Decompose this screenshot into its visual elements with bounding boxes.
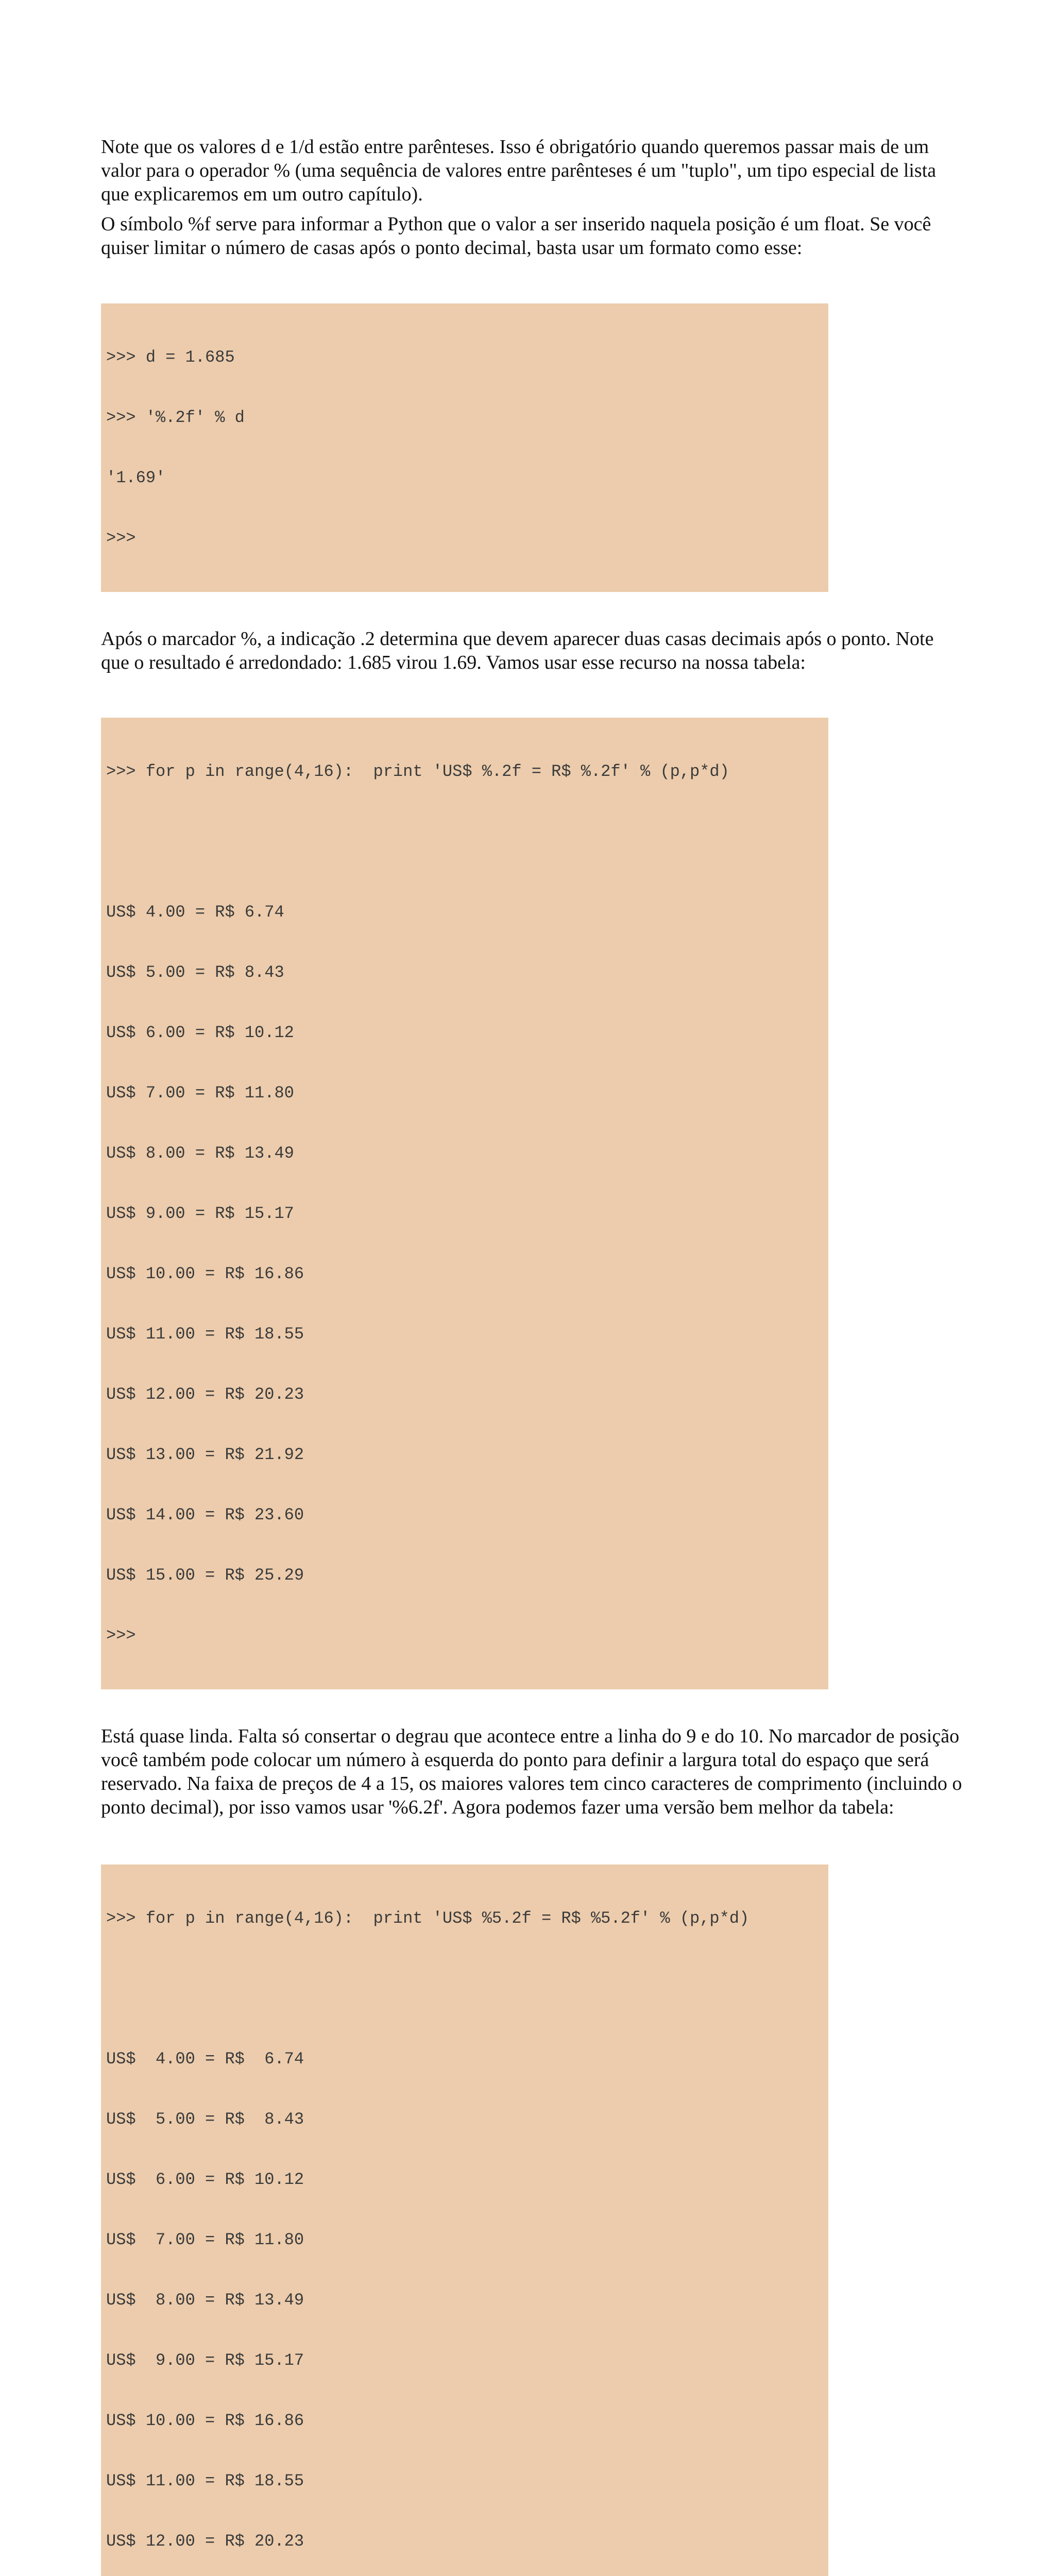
code-line: >>> d = 1.685 — [106, 348, 235, 367]
code-output-line: US$ 5.00 = R$ 8.43 — [106, 963, 284, 982]
code-output-line: US$ 4.00 = R$ 6.74 — [106, 903, 284, 922]
code-output-line: US$ 8.00 = R$ 13.49 — [106, 1144, 294, 1163]
code-output-line: US$ 10.00 = R$ 16.86 — [106, 2411, 304, 2430]
paragraph-decimal-places: Após o marcador %, a indicação .2 determina que devem aparecer duas casas decimais após o ponto. Note que o resultado é arredondado: 1.685 virou 1.69. Vamos usar esse recurso na nossa tabela: — [101, 628, 934, 673]
code-output-line: US$ 12.00 = R$ 20.23 — [106, 2532, 304, 2551]
code-output-line: US$ 9.00 = R$ 15.17 — [106, 2351, 304, 2370]
code-output-line: US$ 6.00 = R$ 10.12 — [106, 1023, 294, 1042]
code-block-table-v1 — [101, 718, 828, 1689]
code-block-table-v2 — [101, 1865, 828, 2576]
code-prompt-line: >>> — [106, 1626, 136, 1645]
code-output-line: US$ 11.00 = R$ 18.55 — [106, 1325, 304, 1344]
code-output-line: US$ 5.00 = R$ 8.43 — [106, 2110, 304, 2129]
code-output-line: US$ 12.00 = R$ 20.23 — [106, 1385, 304, 1404]
code-output-line: US$ 7.00 = R$ 11.80 — [106, 1083, 294, 1103]
code-output-line: US$ 7.00 = R$ 11.80 — [106, 2230, 304, 2249]
code-output-line: US$ 13.00 = R$ 21.92 — [106, 1445, 304, 1464]
code-output-line: US$ 11.00 = R$ 18.55 — [106, 2471, 304, 2490]
paragraph-field-width: Está quase linda. Falta só consertar o degrau que acontece entre a linha do 9 e do 10. No marcador de posição você também pode colocar um número à esquerda do ponto para definir a largura total do espaço que será reservado. Na faixa de preços de 4 a 15, os maiores valores tem cinco caracteres de comprimento (incluindo o ponto decimal), por isso vamos usar '%6.2f'. Agora podemos fazer uma versão bem melhor da tabela: — [101, 1725, 962, 1818]
code-output-line: US$ 9.00 = R$ 15.17 — [106, 1204, 294, 1223]
code-block-rounding — [101, 303, 828, 592]
code-output-line: US$ 8.00 = R$ 13.49 — [106, 2291, 304, 2310]
code-output-line: US$ 10.00 = R$ 16.86 — [106, 1264, 304, 1283]
paragraph-tuple-note: Note que os valores d e 1/d estão entre parênteses. Isso é obrigatório quando queremos passar mais de um valor para o operador % (uma sequência de valores entre parênteses é um "tuplo", um tipo especial de lista que explicaremos em um outro capítulo). — [101, 136, 937, 205]
code-command-line: >>> for p in range(4,16): print 'US$ %5.2f = R$ %5.2f' % (p,p*d) — [106, 1909, 750, 1928]
code-output-line: US$ 6.00 = R$ 10.12 — [106, 2170, 304, 2189]
code-blank-space — [106, 1969, 823, 2009]
document-page — [101, 135, 966, 2576]
code-command-line: >>> for p in range(4,16): print 'US$ %.2f = R$ %.2f' % (p,p*d) — [106, 762, 729, 781]
code-output-line: US$ 4.00 = R$ 6.74 — [106, 2049, 304, 2069]
code-line: >>> — [106, 529, 136, 548]
code-line: >>> '%.2f' % d — [106, 408, 245, 427]
paragraph-float-format: O símbolo %f serve para informar a Python que o valor a ser inserido naquela posição é um float. Se você quiser limitar o número de casas após o ponto decimal, basta usar um formato como esse: — [101, 213, 931, 259]
code-line: '1.69' — [106, 468, 166, 487]
code-output-line: US$ 15.00 = R$ 25.29 — [106, 1566, 304, 1585]
code-blank-space — [106, 822, 823, 862]
code-output-line: US$ 14.00 = R$ 23.60 — [106, 1505, 304, 1524]
